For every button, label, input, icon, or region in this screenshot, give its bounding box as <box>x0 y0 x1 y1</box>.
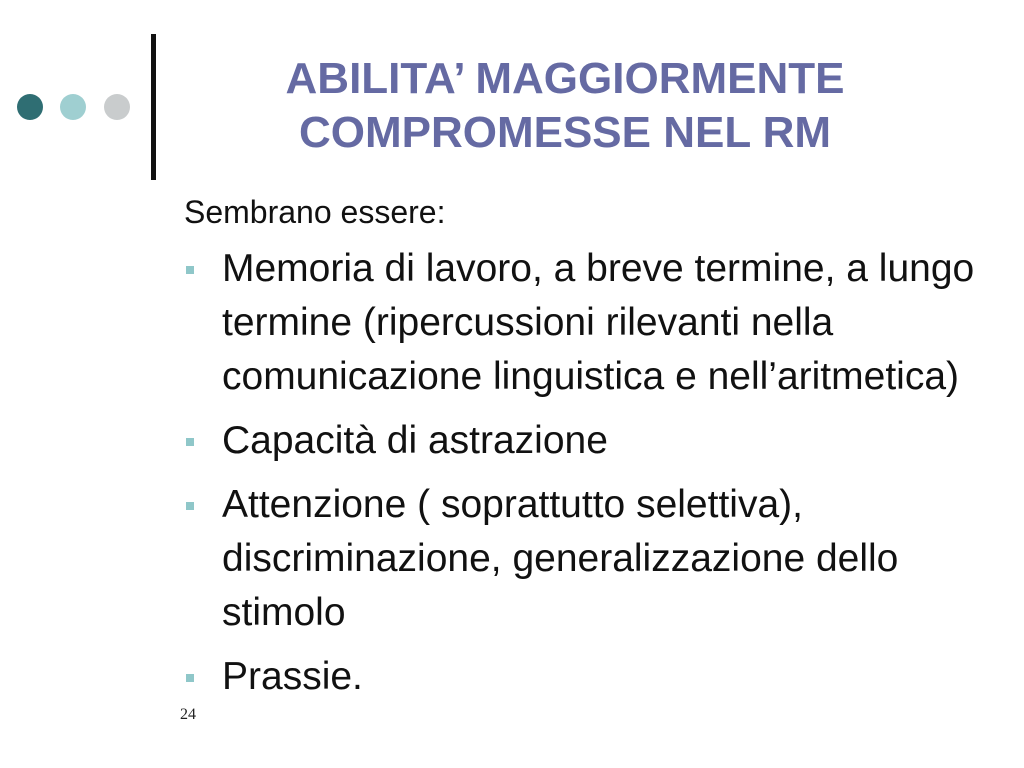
page-number: 24 <box>180 706 196 723</box>
decorative-dot-gray <box>104 94 130 120</box>
bullet-item-prassie <box>184 650 984 704</box>
vertical-divider <box>151 34 156 180</box>
square-bullet-icon <box>186 438 194 446</box>
slide-title-line-2: COMPROMESSE NEL RM <box>298 108 832 157</box>
decorative-dot-dark <box>17 94 43 120</box>
decorative-dot-light <box>60 94 86 120</box>
bullet-text: Memoria di lavoro, a breve termine, a lungo termine (ripercussioni rilevanti nella comunicazione linguistica e nell’aritmetica) <box>222 247 975 398</box>
intro-text: Sembrano essere: <box>184 194 446 230</box>
bullet-item-memoria <box>184 242 984 404</box>
slide-title <box>200 52 930 160</box>
slide-title-line-1: ABILITA’ MAGGIORMENTE <box>285 54 845 103</box>
bullet-list <box>184 242 984 714</box>
square-bullet-icon <box>186 674 194 682</box>
bullet-item-astrazione <box>184 414 984 468</box>
bullet-text: Capacità di astrazione <box>222 419 608 462</box>
square-bullet-icon <box>186 266 194 274</box>
bullet-text: Attenzione ( soprattutto selettiva), discriminazione, generalizzazione dello stimolo <box>222 483 899 634</box>
square-bullet-icon <box>186 502 194 510</box>
bullet-item-attenzione <box>184 478 984 640</box>
bullet-text: Prassie. <box>222 655 363 698</box>
